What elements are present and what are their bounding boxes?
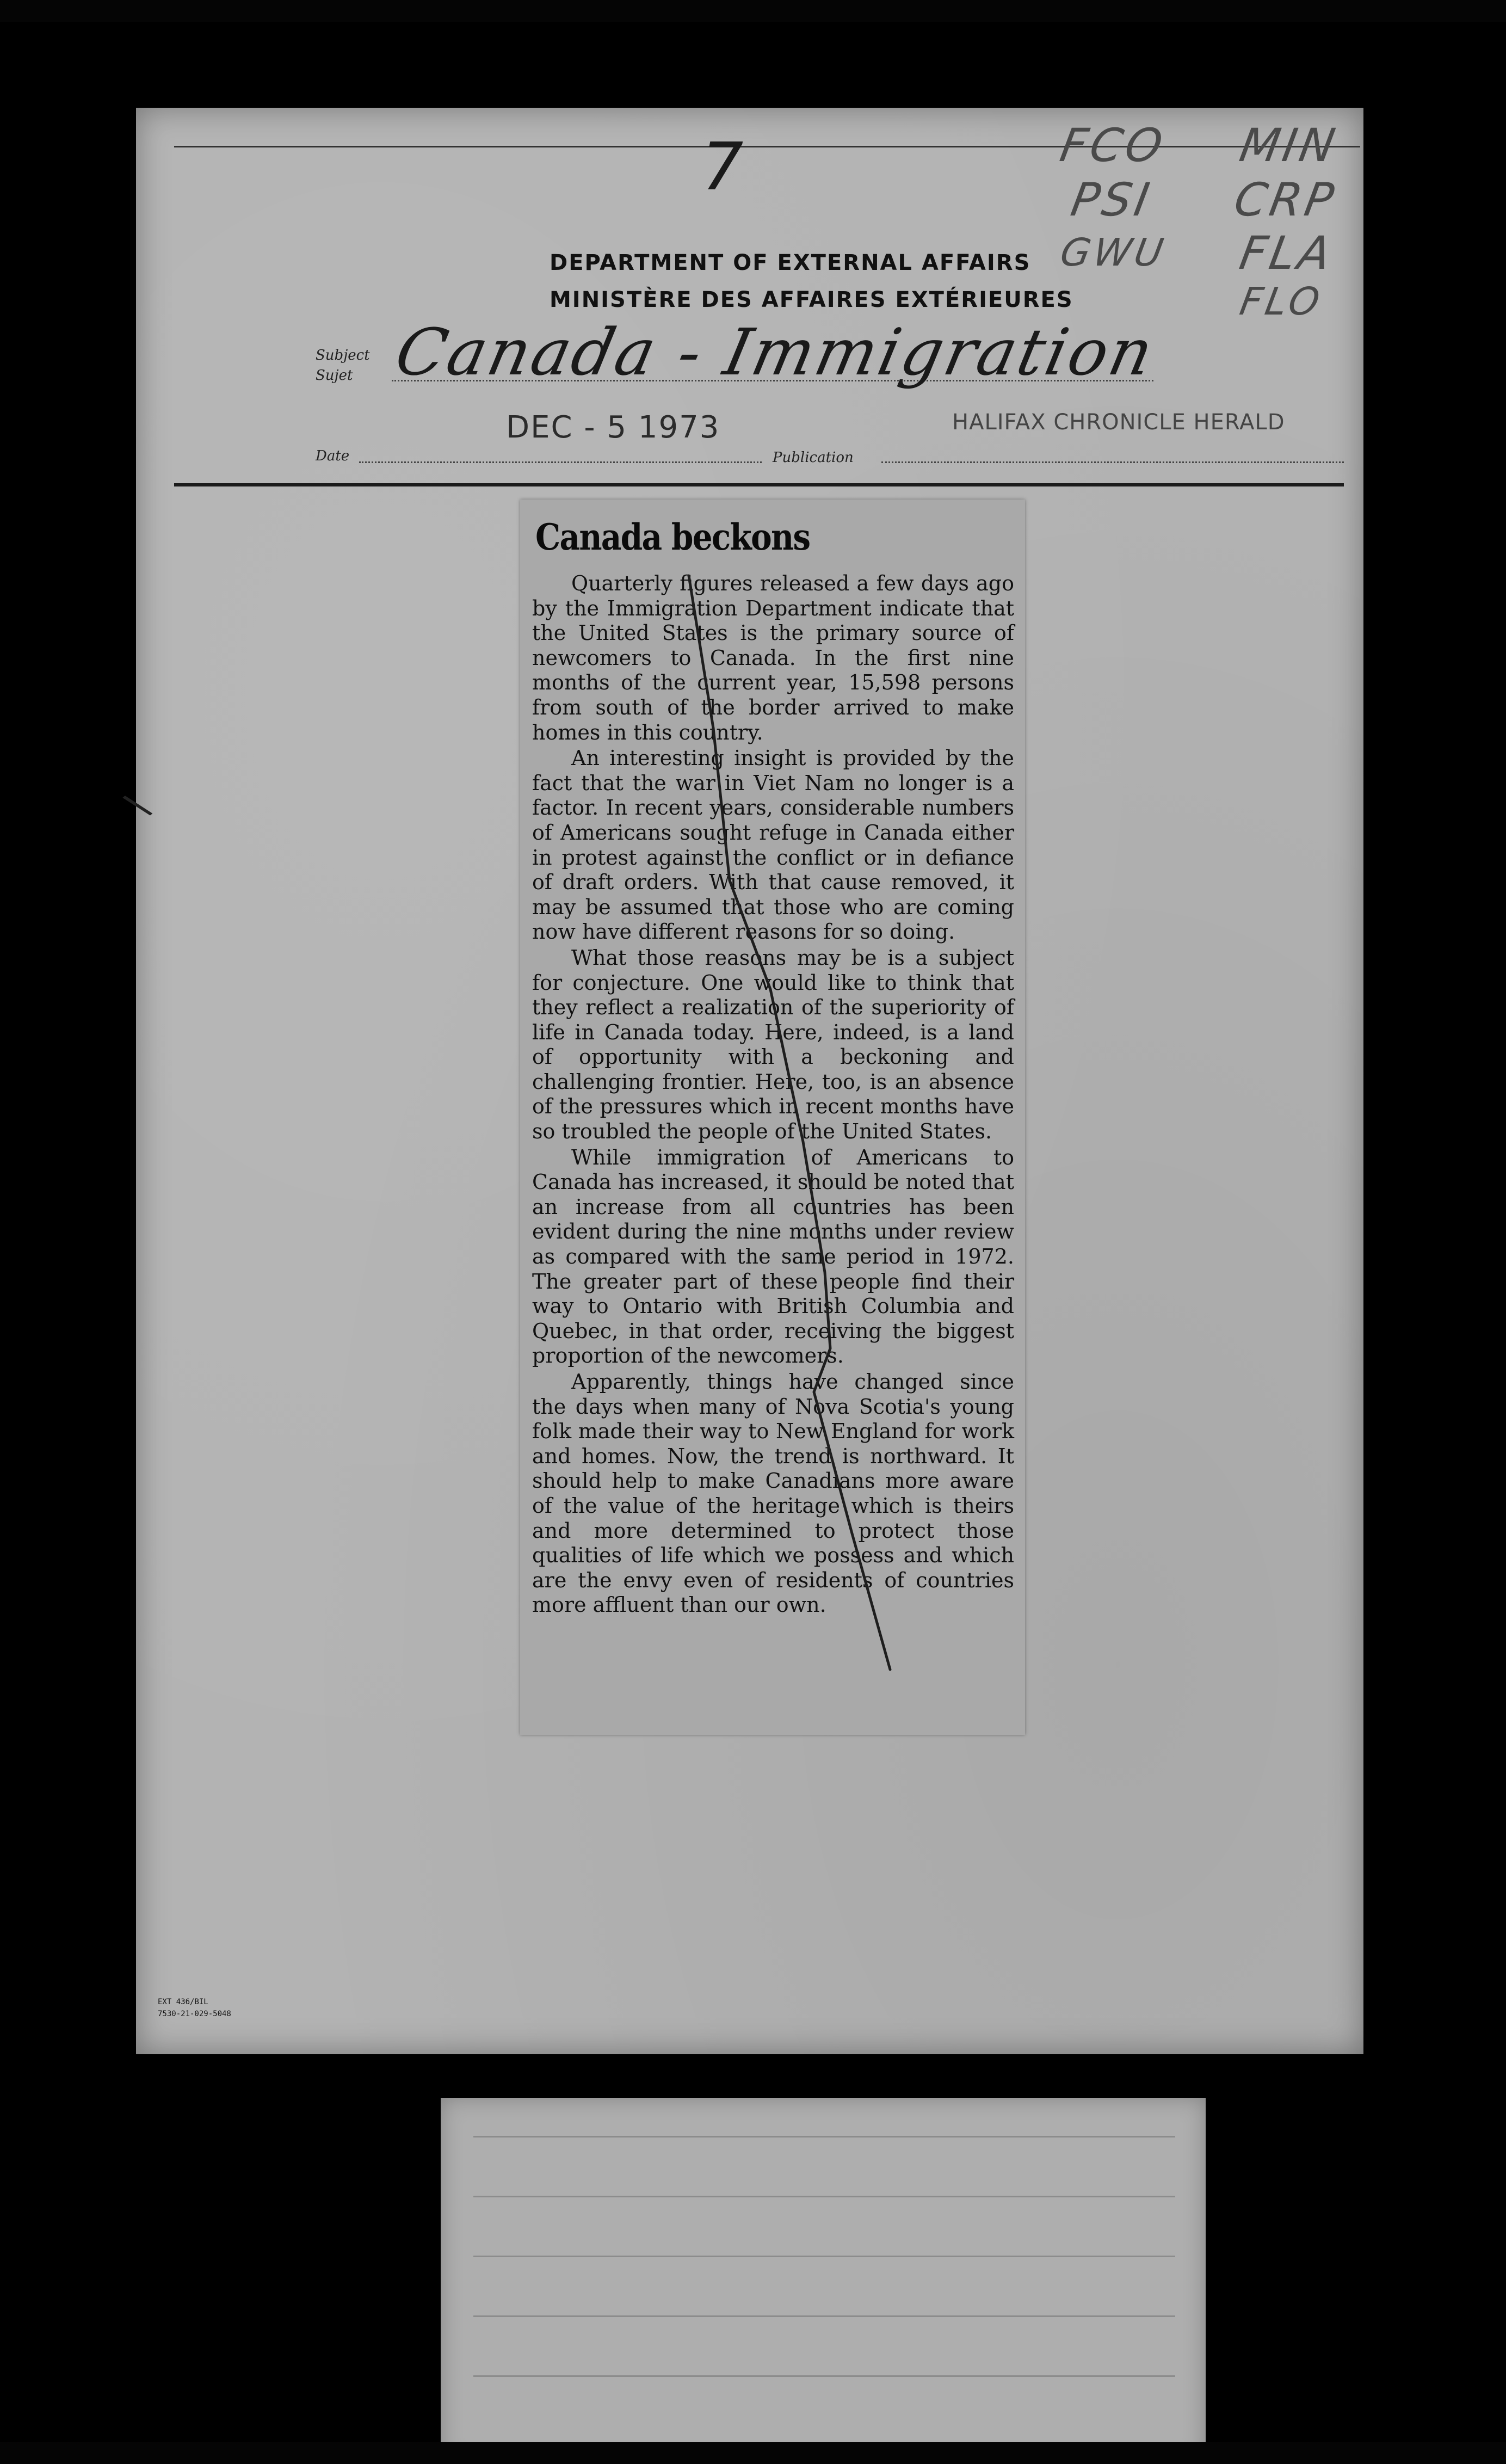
- date-stamp: DEC - 5 1973: [506, 410, 720, 445]
- date-line: [359, 461, 762, 463]
- blank-card: [441, 2098, 1206, 2464]
- card-rule: [473, 2256, 1175, 2257]
- form-code-line: 7530-21-029-5048: [158, 2010, 231, 2018]
- routing-code: FLO: [1236, 279, 1326, 324]
- article-paragraph: An interesting insight is provided by the fact that the war in Viet Nam no longer is a factor. In recent years, considerable numbers of Americans sought refuge in Canada either in protest against the conflict or in defiance of draft orders. With that cause removed, it may be assumed that those who are coming now have different reasons for so doing.: [532, 746, 1014, 944]
- routing-code: FLA: [1236, 226, 1338, 280]
- subject-label-en: Subject: [316, 347, 370, 364]
- publication-stamp: HALIFAX CHRONICLE HERALD: [952, 410, 1285, 435]
- form-code-line: EXT 436/BIL: [158, 1998, 208, 2006]
- film-strip-bottom: [0, 2442, 1506, 2464]
- article-paragraph: Apparently, things have changed since the days when many of Nova Scotia's young folk made their way to New England for work and homes. Now, the trend is northward. It should help to make Canadians more aware of the value of the heritage which is theirs and more determined to protect those qualities of life which we possess and which are the envy even of residents of countries more affluent than our own.: [532, 1370, 1014, 1617]
- article-headline: Canada beckons: [535, 516, 810, 558]
- form-code: [158, 1996, 231, 2020]
- top-rule: [174, 146, 1360, 147]
- margin-pen-mark: \: [118, 784, 157, 826]
- handwritten-page-number: 7: [702, 130, 744, 205]
- card-rule: [473, 2196, 1175, 2197]
- card-rule: [473, 2136, 1175, 2137]
- routing-code: CRP: [1230, 173, 1341, 226]
- article-paragraph: Quarterly figures released a few days ago by the Immigration Department indicate that the United States is the primary source of newcomers to Canada. In the first nine months of the current year, 15,598 persons from south of the border arrived to make homes in this country.: [532, 571, 1014, 744]
- date-label: Date: [316, 448, 350, 464]
- article-paragraph: What those reasons may be is a subject for conjecture. One would like to think that they reflect a realization of the superiority of life in Canada today. Here, indeed, is a land of opportunity with a beckoning and challenging frontier. Here, too, is an absence of the pressures which in recent months have so troubled the people of the United States.: [532, 945, 1014, 1144]
- header-rule: [174, 483, 1344, 486]
- document-page: [118, 108, 1363, 2054]
- department-title-fr: MINISTÈRE DES AFFAIRES EXTÉRIEURES: [550, 287, 1073, 312]
- card-rule: [473, 2375, 1175, 2377]
- publication-line: [881, 461, 1344, 463]
- handwritten-subject: Canada - Immigration: [389, 315, 1162, 390]
- routing-code: GWU: [1057, 230, 1170, 275]
- routing-code: MIN: [1236, 119, 1342, 172]
- card-rule: [473, 2315, 1175, 2317]
- subject-label-fr: Sujet: [316, 367, 353, 384]
- film-strip-top: [0, 0, 1506, 22]
- newspaper-clipping: [520, 500, 1025, 1735]
- publication-label: Publication: [773, 449, 854, 466]
- article-body: [532, 571, 1014, 1619]
- article-paragraph: While immigration of Americans to Canada has increased, it should be noted that an increase from all countries has been evident during the nine months under review as compared with the same period in 1972. The greater part of these people find their way to Ontario with British Columbia and Quebec, in that order, receiving the biggest proportion of the newcomers.: [532, 1145, 1014, 1368]
- department-title-en: DEPARTMENT OF EXTERNAL AFFAIRS: [550, 250, 1031, 275]
- routing-code: FCO: [1056, 119, 1170, 172]
- routing-code: PSI: [1067, 173, 1157, 226]
